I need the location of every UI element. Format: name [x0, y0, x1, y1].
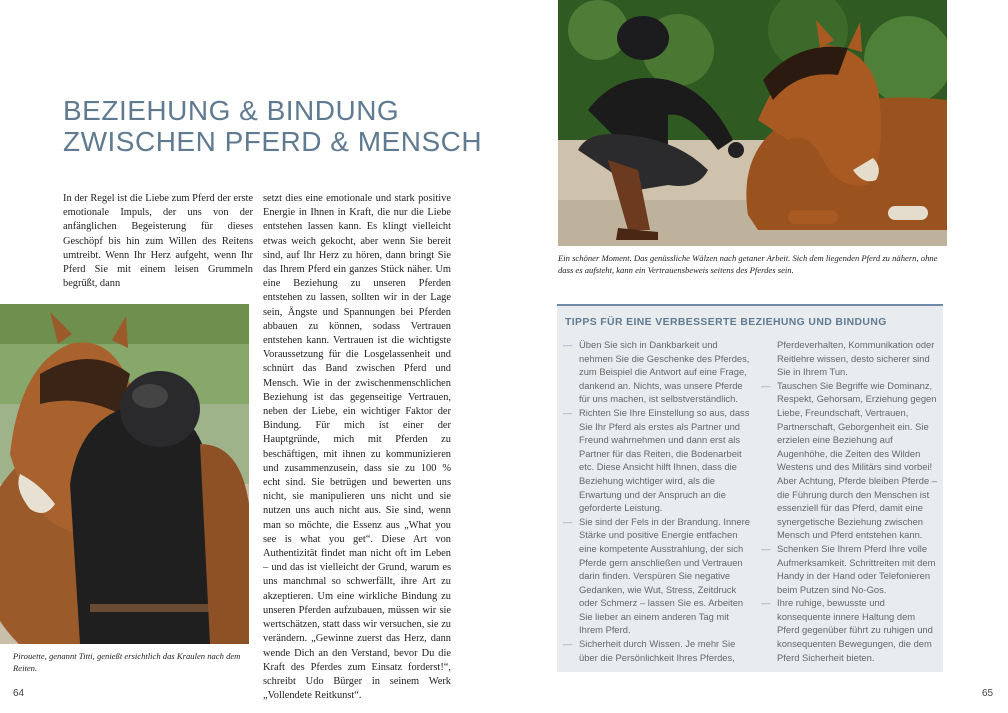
- photo-horse-lying: [558, 0, 947, 246]
- photo-caption-left: Pirouette, genannt Titti, genießt ersichtlich das Kraulen nach dem Reiten.: [13, 651, 241, 673]
- body-column-2: setzt dies eine emotionale und stark positive Energie in Ihnen in Kraft, die nur die Liebe entstehen lassen kann. Es klingt vielleicht etwas weich gekocht, aber wenn Sie bereit sind, auf Ihr Herz zu hören, dann bringt Sie das Ihrem Pferd ein ganzes Stück näher. Um eine Beziehung zu unseren Pferden entstehen zu lassen, sollten wir in der Lage sein, Ängste und Spannungen bei Pferden abbauen zu können, sodass Vertrauen entstehen kann. Vertrauen ist die wichtigste Voraussetzung für die Losgelassenheit und schnürt das Band zwischen Pferd und Mensch. Wie in der zwischenmenschlichen Beziehung ist das gegenseitige Vertrauen, neben der Liebe, ein wichtiger Faktor der Bindung. Für mich ist einer der Hauptgründe, mich mit Pferden zu beschäftigen, mit ihnen zu kommunizieren und zusammenzusein, dass sie zu 100 % echt sind. Sie betrügen und bewerten uns nicht, sie manipulieren uns nicht und sie nutzen uns auch nicht aus. Sie sind, wenn man so möchte, die Essenz aus „What you see is what you get“. Diese Art von Authentizität findet man nicht oft im Leben – und das ist vielleicht der Grund, warum es uns manchmal so schwerfällt, ihre Art zu akzeptieren. Um eine wirkliche Bindung zu unseren Pferden aufzubauen, müssen wir sie wertschätzen, statt dass wir versuchen, sie zu verändern. „Gewinne zuerst das Herz, dann wende Dich an den Verstand, bevor Du die Kraft des Pferdes zum Einsatz forderst!“, schreibt Udo Bürger in seinem Werk „Vollendete Reitkunst“.: [263, 193, 451, 702]
- photo-rider-horse: [0, 304, 249, 644]
- tips-list-column-2: [761, 338, 939, 664]
- tip-item-continued: Pferdeverhalten, Kommunikation oder Reitlehre wissen, desto sicherer sind Sie in Ihrem Tun.: [777, 339, 935, 378]
- page-number-right: 65: [982, 688, 994, 699]
- tip-item: — Schenken Sie Ihrem Pferd Ihre volle Aufmerksamkeit. Schrittreiten mit dem Handy in der Hand oder Telefonieren beim Putzen sind No-Gos.: [761, 542, 939, 596]
- tip-item: — Üben Sie sich in Dankbarkeit und nehmen Sie die Geschenke des Pferdes, zum Beispiel die Antwort auf eine Frage, dankend an. Nichts, was unsere Pferde für uns machen, ist selbstverständlich.: [563, 338, 753, 406]
- page-title: [63, 95, 482, 157]
- title-line-2: ZWISCHEN PFERD & MENSCH: [63, 126, 483, 157]
- page-number-left: 64: [13, 688, 25, 699]
- tips-title: TIPPS FÜR EINE VERBESSERTE BEZIEHUNG UND BINDUNG: [565, 317, 887, 328]
- tips-box: [557, 304, 943, 672]
- tip-item: — Tauschen Sie Begriffe wie Dominanz, Respekt, Gehorsam, Erziehung gegen Liebe, Freundschaft, Vertrauen, Partnerschaft, Geborgenheit ein. Sie erzielen eine Beziehung auf Augenhöhe, die Zeiten des Wilden Westens und des Militärs sind vorbei! Aber Achtung, Pferde bleiben Pferde – die Führung durch den Menschen ist essenziell für das Pferd, damit eine synergetische Beziehung zwischen Mensch und Pferd entstehen kann.: [761, 379, 939, 542]
- tip-item: — Richten Sie Ihre Einstellung so aus, dass Sie Ihr Pferd als erstes als Partner und Freund wahrnehmen und dann erst als Partner für das Reiten, die Bodenarbeit etc. Diese Ansicht hilft Ihnen, dass die Beziehung wichtiger wird, als die Erwartung und der Anspruch an die geforderte Leistung.: [563, 406, 753, 515]
- photo-horse-lying-illustration: [558, 0, 947, 246]
- photo-rider-horse-illustration: [0, 304, 249, 644]
- tip-item: — Sicherheit durch Wissen. Je mehr Sie über die Persönlichkeit Ihres Pferdes,: [563, 637, 753, 664]
- photo-caption-right: Ein schöner Moment. Das genüssliche Wälzen nach getaner Arbeit. Sich dem liegenden Pferd zu nähern, ohne dass es aufsteht, kann ein Vertrauensbeweis seitens des Pferdes sein.: [558, 253, 938, 275]
- tip-item: — Sie sind der Fels in der Brandung. Innere Stärke und positive Energie entfachen eine kompetente Ausstrahlung, der sich Pferde gern anschließen und Vertrauen darin finden. Verspüren Sie negative Gedanken, wie Wut, Stress, Zeitdruck oder Schmerz – lassen Sie es. Arbeiten Sie lieber an einem anderen Tag mit Ihrem Pferd.: [563, 515, 753, 637]
- title-line-1: BEZIEHUNG & BINDUNG: [63, 95, 400, 126]
- right-page: [504, 0, 1008, 713]
- body-column-1: In der Regel ist die Liebe zum Pferd der erste emotionale Impuls, der uns von der anfänglichen Begeisterung für dieses Geschöpf bis hin zum Willen des Reitens umtreibt. Wenn Ihr Herz aufgeht, wenn Ihr Pferd Sie mit einem leisen Grummeln begrüßt, dann: [63, 193, 253, 290]
- tips-list-column-1: [563, 338, 753, 664]
- tip-item: — Ihre ruhige, bewusste und konsequente innere Haltung dem Pferd gegenüber führt zu ruhigen und konsequenten Bewegungen, die dem Pferd Sicherheit bieten.: [761, 596, 939, 664]
